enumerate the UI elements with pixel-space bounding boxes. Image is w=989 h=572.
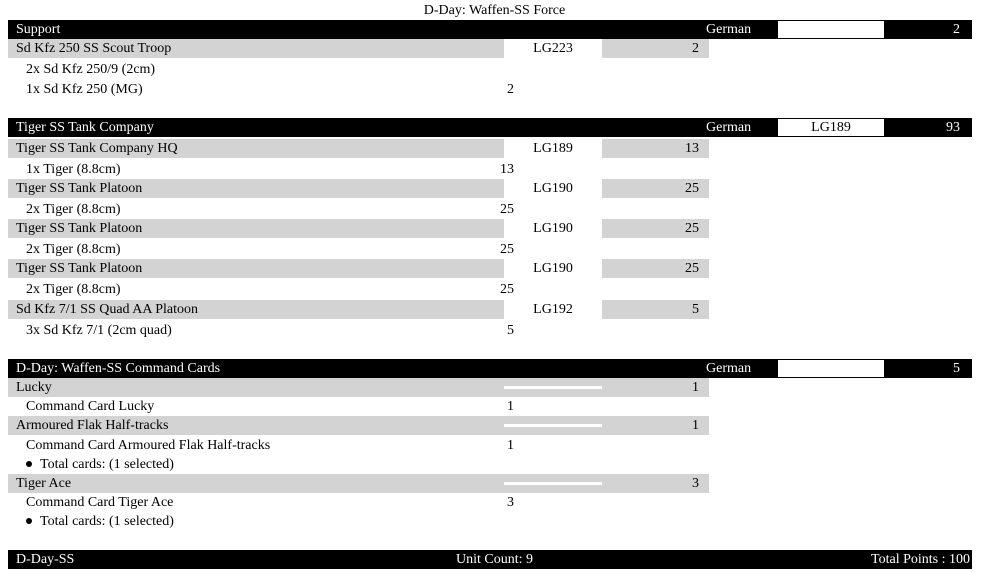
unit-points: 2: [692, 41, 699, 56]
section-name: D-Day: Waffen-SS Command Cards: [16, 361, 221, 376]
section-nation: German: [706, 22, 752, 37]
footer-force-name: D-Day-SS: [16, 552, 75, 567]
unit-row[interactable]: [8, 378, 709, 397]
unit-code-box: [504, 482, 602, 485]
unit-code-box: LG190: [504, 259, 602, 278]
unit-points: 25: [685, 181, 699, 196]
unit-name: Tiger SS Tank Platoon: [16, 221, 143, 236]
unit-name: Tiger SS Tank Company HQ: [16, 141, 178, 156]
unit-item-value: 1: [507, 438, 514, 453]
unit-name: Armoured Flak Half-tracks: [16, 418, 169, 433]
section-header-command-cards[interactable]: [8, 359, 972, 378]
unit-points: 13: [685, 141, 699, 156]
bullet-icon: [26, 461, 32, 467]
unit-item: 1x Sd Kfz 250 (MG): [26, 82, 143, 97]
section-header-tiger[interactable]: [8, 118, 972, 137]
page-title: D-Day: Waffen-SS Force: [423, 3, 566, 18]
unit-item: 2x Tiger (8.8cm): [26, 282, 121, 297]
unit-item: 3x Sd Kfz 7/1 (2cm quad): [26, 323, 172, 338]
unit-row[interactable]: [8, 39, 709, 58]
section-code-box: LG189: [778, 119, 884, 136]
unit-code-box: LG190: [504, 179, 602, 198]
unit-row[interactable]: [8, 474, 709, 493]
unit-row[interactable]: [8, 179, 709, 198]
footer-unit-count: Unit Count: 9: [456, 552, 534, 567]
unit-item-value: 1: [507, 399, 514, 414]
unit-item: Command Card Tiger Ace: [26, 495, 174, 510]
bullet-item: [26, 512, 174, 531]
unit-item-value: 25: [500, 202, 514, 217]
section-points: 5: [953, 361, 960, 376]
unit-row[interactable]: [8, 300, 709, 319]
bullet-text: Total cards: (1 selected): [40, 457, 174, 472]
bullet-text: Total cards: (1 selected): [40, 514, 174, 529]
unit-item-value: 2: [507, 82, 514, 97]
unit-name: Lucky: [16, 380, 52, 395]
unit-code-box: [504, 386, 602, 389]
unit-item: 1x Tiger (8.8cm): [26, 162, 121, 177]
unit-name: Tiger SS Tank Platoon: [16, 261, 143, 276]
unit-item-value: 25: [500, 242, 514, 257]
section-code-box: [778, 360, 884, 377]
footer-bar: [8, 550, 972, 569]
unit-item: 2x Sd Kfz 250/9 (2cm): [26, 62, 156, 77]
unit-item-value: 25: [500, 282, 514, 297]
unit-code-box: [504, 424, 602, 427]
unit-code-box: LG223: [504, 39, 602, 58]
unit-points: 1: [692, 418, 699, 433]
unit-name: Sd Kfz 7/1 SS Quad AA Platoon: [16, 302, 199, 317]
unit-row[interactable]: [8, 416, 709, 435]
unit-row[interactable]: [8, 259, 709, 278]
section-name: Support: [16, 22, 61, 37]
unit-name: Tiger Ace: [16, 476, 72, 491]
section-points: 93: [946, 120, 960, 135]
unit-code-box: LG190: [504, 219, 602, 238]
unit-row[interactable]: [8, 139, 709, 158]
unit-name: Sd Kfz 250 SS Scout Troop: [16, 41, 172, 56]
unit-item-value: 3: [507, 495, 514, 510]
unit-row[interactable]: [8, 219, 709, 238]
unit-item: Command Card Lucky: [26, 399, 155, 414]
unit-code-box: LG192: [504, 300, 602, 319]
unit-points: 25: [685, 221, 699, 236]
section-nation: German: [706, 120, 752, 135]
unit-item: 2x Tiger (8.8cm): [26, 202, 121, 217]
section-nation: German: [706, 361, 752, 376]
unit-points: 1: [692, 380, 699, 395]
section-points: 2: [953, 22, 960, 37]
unit-item-value: 5: [507, 323, 514, 338]
unit-points: 3: [692, 476, 699, 491]
section-name: Tiger SS Tank Company: [16, 120, 154, 135]
unit-item: Command Card Armoured Flak Half-tracks: [26, 438, 271, 453]
unit-item: 2x Tiger (8.8cm): [26, 242, 121, 257]
unit-points: 5: [692, 302, 699, 317]
section-header-support[interactable]: [8, 20, 972, 39]
footer-total-points: Total Points : 100: [871, 552, 970, 567]
section-code-box: [778, 21, 884, 38]
unit-name: Tiger SS Tank Platoon: [16, 181, 143, 196]
unit-code-box: LG189: [504, 139, 602, 158]
bullet-icon: [26, 518, 32, 524]
bullet-item: [26, 455, 174, 474]
unit-points: 25: [685, 261, 699, 276]
unit-item-value: 13: [500, 162, 514, 177]
